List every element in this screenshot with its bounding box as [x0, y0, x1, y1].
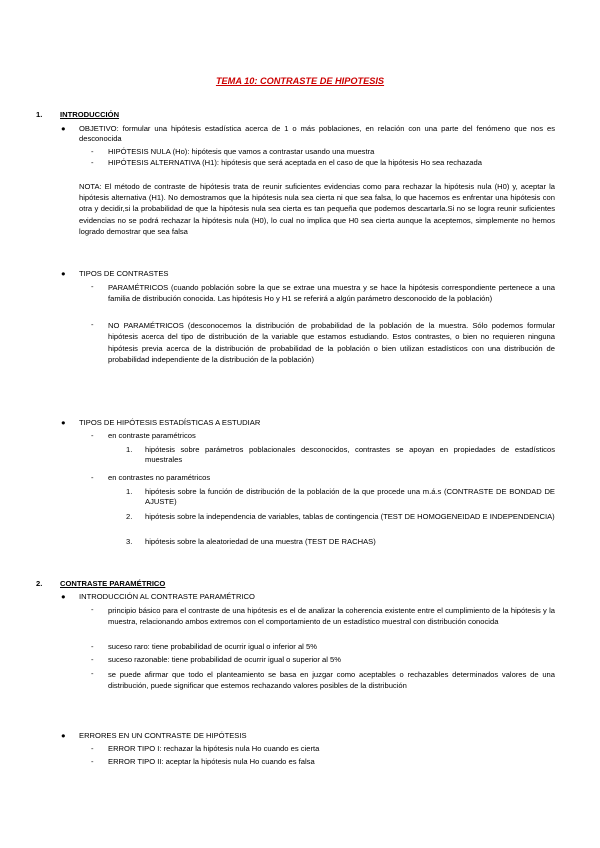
principio-item: principio básico para el contraste de una hipótesis es el de analizar la coherencia existente entre el cumplimiento de la hipótesis y la muestra, relacionando ambos extremos con el comportamiento de un estadístico muestral con distribución conocida: [108, 606, 555, 627]
dash-icon: -: [91, 605, 94, 614]
dash-icon: -: [91, 757, 94, 766]
dash-icon: -: [91, 320, 94, 329]
list-number: 1.: [126, 445, 133, 454]
error-tipo-2-item: ERROR TIPO II: aceptar la hipótesis nula Ho cuando es falsa: [108, 757, 315, 766]
bullet-icon: ●: [61, 592, 66, 601]
error-tipo-1-item: ERROR TIPO I: rechazar la hipótesis nula Ho cuando es cierta: [108, 744, 320, 753]
bullet-icon: ●: [61, 269, 66, 278]
tipos-hipotesis-heading: TIPOS DE HIPÓTESIS ESTADÍSTICAS A ESTUDIAR: [79, 418, 261, 427]
parametrico-item-1: hipótesis sobre parámetros poblacionales desconocidos, contrastes se apoyan en propiedades de estadísticos muestrales: [145, 445, 555, 465]
objective-text: : formular una hipótesis estadística acerca de 1 o más poblaciones, en relación con una parte del fenómeno que nos es desconocida: [79, 124, 555, 144]
nota-paragraph: NOTA: El método de contraste de hipótesis trata de reunir suficientes evidencias como para rechazar la hipótesis nula (H0) y, aceptar la hipótesis alternativa (H1). No demostramos que la hipótesis nula sea cierta ni que sea falsa, lo que hacemos es enfrentar una hipótesis con otra y decidir,si la probabilidad de que la hipótesis nula sea cierta es tan pequeña que podemos descartarla.Si no se logra reunir suficientes evidencias no se podrá rechazar la hipótesis nula (H0), lo cual no implica que H0 sea cierta aunque la aceptemos, simplemente no hemos logrado demostrar que sea falsa: [79, 182, 555, 236]
dash-icon: -: [91, 431, 94, 440]
introduccion-contraste-heading: INTRODUCCIÓN AL CONTRASTE PARAMÉTRICO: [79, 592, 255, 601]
bullet-icon: ●: [61, 731, 66, 740]
section-heading-contraste-parametrico: CONTRASTE PARAMÉTRICO: [60, 579, 166, 588]
contraste-parametrico-label: en contraste paramétricos: [108, 431, 196, 440]
planteamiento-item: se puede afirmar que todo el planteamiento se basa en juzgar como aceptables o rechazables determinados valores de una distribución, puede significar que estemos rechazando valores posibles de la distribución: [108, 670, 555, 691]
section-number: 2.: [36, 579, 43, 588]
dash-icon: -: [91, 147, 94, 156]
hipotesis-alternativa-item: HIPÓTESIS ALTERNATIVA (H1): hipótesis que será aceptada en el caso de que la hipótesis Ho sea rechazada: [108, 158, 482, 167]
dash-icon: -: [91, 473, 94, 482]
bullet-icon: ●: [61, 124, 66, 133]
no-parametricos-item: NO PARAMÉTRICOS (desconocemos la distribución de probabilidad de la población de la muestra. Sólo podemos formular hipótesis acerca del tipo de distribución de la variable que estamos estudiando. Estos contrastes, o bien no requieren ninguna hipótesis previa acerca de la distribución de probabilidad de la población o bien utilizan estadísticos con una distribución de probabilidad independiente de la distribución de la población): [108, 321, 555, 364]
list-number: 1.: [126, 487, 133, 496]
tipos-contrastes-heading: TIPOS DE CONTRASTES: [79, 269, 169, 278]
bullet-icon: ●: [61, 418, 66, 427]
parametricos-item: PARAMÉTRICOS (cuando población sobre la que se extrae una muestra y se hace la hipótesis correspondiente pertenece a una familia de distribución conocida. Las hipótesis Ho y H1 se referirá a algún parámetro desconocido de la población): [108, 283, 555, 304]
list-number: 2.: [126, 512, 133, 521]
dash-icon: -: [91, 655, 94, 664]
contraste-no-parametrico-label: en contrastes no paramétricos: [108, 473, 211, 482]
suceso-raro-item: suceso raro: tiene probabilidad de ocurrir igual o inferior al 5%: [108, 642, 317, 651]
objective-label: OBJETIVO: [79, 124, 117, 133]
dash-icon: -: [91, 744, 94, 753]
section-number: 1.: [36, 110, 43, 119]
dash-icon: -: [91, 158, 94, 167]
no-parametrico-item-1: hipótesis sobre la función de distribución de la población de la que procede una m.á.s (CONTRASTE DE BONDAD DE AJUSTE): [145, 487, 555, 507]
suceso-razonable-item: suceso razonable: tiene probabilidad de ocurrir igual o superior al 5%: [108, 655, 342, 664]
dash-icon: -: [91, 282, 94, 291]
no-parametrico-item-3: hipótesis sobre la aleatoriedad de una muestra (TEST DE RACHAS): [145, 537, 376, 546]
hipotesis-nula-item: HIPÓTESIS NULA (Ho): hipótesis que vamos a contrastar usando una muestra: [108, 147, 375, 156]
document-title: TEMA 10: CONTRASTE DE HIPOTESIS: [215, 76, 385, 86]
section-heading-introduccion: INTRODUCCIÓN: [60, 110, 120, 119]
no-parametrico-item-2: hipótesis sobre la independencia de variables, tablas de contingencia (TEST DE HOMOGENEIDAD E INDEPENDENCIA): [145, 512, 555, 521]
list-number: 3.: [126, 537, 133, 546]
dash-icon: -: [91, 669, 94, 678]
errores-heading: ERRORES EN UN CONTRASTE DE HIPÓTESIS: [79, 731, 247, 740]
dash-icon: -: [91, 642, 94, 651]
objective-paragraph: [79, 124, 555, 145]
